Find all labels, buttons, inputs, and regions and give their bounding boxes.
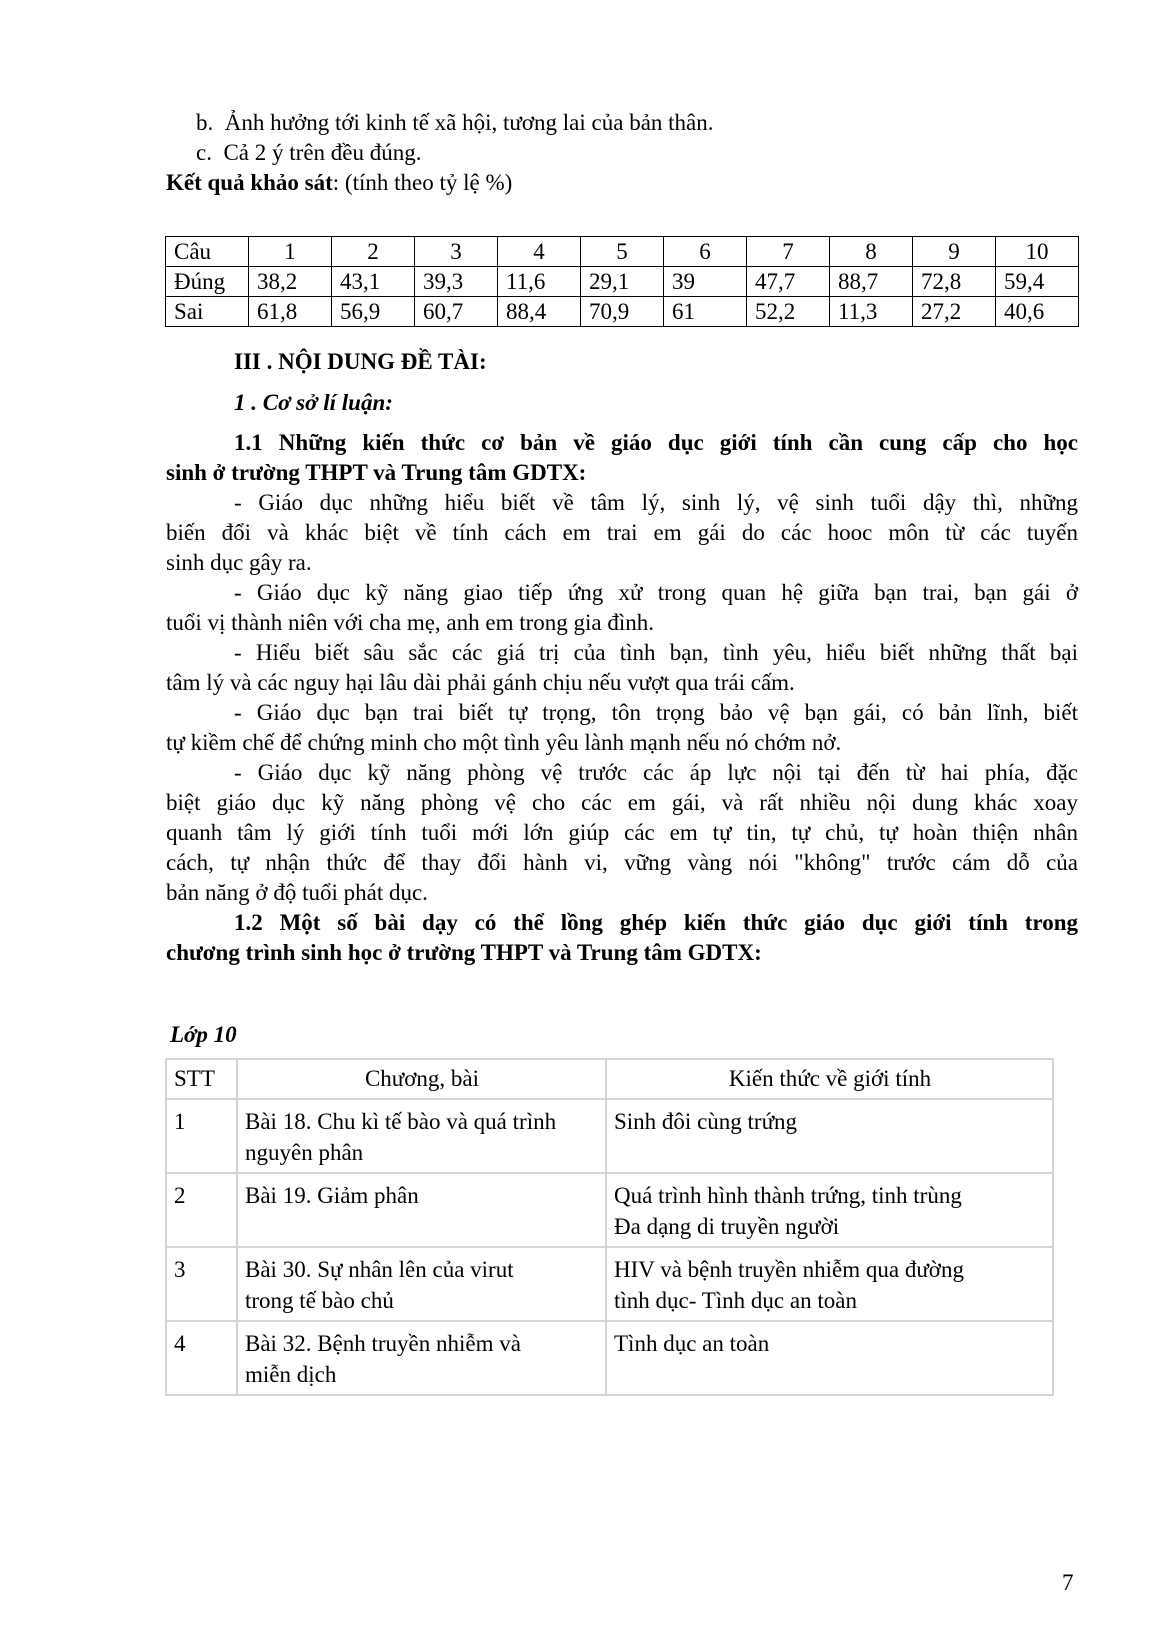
para-1-line: biến đổi và khác biệt về tính cách em trai em gái do các hooc môn từ các tuyến <box>166 520 1078 545</box>
survey-cell: 47,7 <box>747 267 830 297</box>
survey-cell: 40,6 <box>996 297 1079 327</box>
survey-header-cell: 10 <box>996 237 1079 267</box>
s11-heading-line2: sinh ở trường THPT và Trung tâm GDTX: <box>166 460 587 485</box>
lesson-name-line: Bài 30. Sự nhân lên của virut <box>245 1257 514 1282</box>
class-label: Lớp 10 <box>170 1022 237 1047</box>
lesson-name-line: Bài 32. Bệnh truyền nhiễm và <box>245 1331 521 1356</box>
survey-cell: 61 <box>664 297 747 327</box>
lesson-name <box>237 1247 606 1321</box>
survey-cell: 27,2 <box>913 297 996 327</box>
survey-header-cell: 3 <box>415 237 498 267</box>
survey-row-correct <box>166 267 1079 297</box>
lesson-knowledge-line: HIV và bệnh truyền nhiễm qua đường <box>614 1257 964 1282</box>
lesson-knowledge-line: Đa dạng di truyền người <box>614 1214 840 1239</box>
s12-heading-line1: 1.2 Một số bài dạy có thể lồng ghép kiến thức giáo dục giới tính trong <box>234 910 1078 935</box>
survey-caption <box>166 168 512 198</box>
survey-cell: 88,4 <box>498 297 581 327</box>
survey-cell: 52,2 <box>747 297 830 327</box>
survey-cell: Đúng <box>166 267 249 297</box>
survey-cell: 61,8 <box>249 297 332 327</box>
subsection-title: 1 . Cơ sở lí luận: <box>234 390 393 415</box>
table-row <box>166 1173 1053 1247</box>
option-b-marker: b. <box>196 110 214 135</box>
lesson-knowledge <box>606 1321 1053 1395</box>
survey-label: Kết quả khảo sát <box>166 170 333 195</box>
para-5-line: quanh tâm lý giới tính tuổi mới lớn giúp các em tự tin, tự chủ, tự hoàn thiện nhân <box>166 820 1078 845</box>
survey-header-cell: 4 <box>498 237 581 267</box>
lessons-header-lesson: Chương, bài <box>237 1059 606 1099</box>
survey-header-cell: Câu <box>166 237 249 267</box>
option-c-marker: c. <box>196 140 212 165</box>
survey-header-cell: 7 <box>747 237 830 267</box>
para-5-line: biệt giáo dục kỹ năng phòng vệ cho các em gái, và rất nhiều nội dung khác xoay <box>166 790 1078 815</box>
table-row <box>166 1247 1053 1321</box>
survey-table <box>165 236 1079 327</box>
table-row <box>166 1099 1053 1173</box>
lesson-stt: 1 <box>166 1099 237 1173</box>
survey-cell: 60,7 <box>415 297 498 327</box>
lesson-knowledge-line: tình dục- Tình dục an toàn <box>614 1288 857 1313</box>
lesson-stt: 3 <box>166 1247 237 1321</box>
para-4-line: tự kiềm chế để chứng minh cho một tình yêu lành mạnh nếu nó chớm nở. <box>166 730 842 755</box>
survey-header-cell: 9 <box>913 237 996 267</box>
para-5-line: bản năng ở độ tuổi phát dục. <box>166 880 428 905</box>
lesson-name-line: trong tế bào chủ <box>245 1288 394 1313</box>
para-3-line: - Hiểu biết sâu sắc các giá trị của tình bạn, tình yêu, hiểu biết những thất bại <box>234 640 1078 665</box>
survey-row-wrong <box>166 297 1079 327</box>
survey-cell: Sai <box>166 297 249 327</box>
page-number: 7 <box>1062 1570 1074 1595</box>
para-2-line: tuổi vị thành niên với cha mẹ, anh em trong gia đình. <box>166 610 655 635</box>
lessons-header-row <box>166 1059 1053 1099</box>
lesson-name <box>237 1321 606 1395</box>
survey-note: : (tính theo tỷ lệ %) <box>332 170 513 195</box>
survey-cell: 43,1 <box>332 267 415 297</box>
option-b <box>196 108 714 138</box>
survey-header-cell: 8 <box>830 237 913 267</box>
lesson-stt: 2 <box>166 1173 237 1247</box>
survey-cell: 39,3 <box>415 267 498 297</box>
survey-cell: 59,4 <box>996 267 1079 297</box>
option-c <box>196 138 421 168</box>
survey-cell: 70,9 <box>581 297 664 327</box>
option-b-text: Ảnh hưởng tới kinh tế xã hội, tương lai của bản thân. <box>224 110 714 135</box>
section-title: III . NỘI DUNG ĐỀ TÀI: <box>234 349 487 374</box>
lesson-name-line: Bài 18. Chu kì tế bào và quá trình <box>245 1109 557 1134</box>
survey-header-cell: 5 <box>581 237 664 267</box>
s12-heading-line2: chương trình sinh học ở trường THPT và Trung tâm GDTX: <box>166 940 762 965</box>
lesson-knowledge-line: Tình dục an toàn <box>614 1331 770 1356</box>
lesson-name <box>237 1173 606 1247</box>
survey-cell: 11,6 <box>498 267 581 297</box>
para-1-line: sinh dục gây ra. <box>166 550 312 575</box>
survey-cell: 56,9 <box>332 297 415 327</box>
s11-heading-line1: 1.1 Những kiến thức cơ bản về giáo dục giới tính cần cung cấp cho học <box>234 430 1078 455</box>
para-4-line: - Giáo dục bạn trai biết tự trọng, tôn trọng bảo vệ bạn gái, có bản lĩnh, biết <box>234 700 1078 725</box>
survey-cell: 11,3 <box>830 297 913 327</box>
lessons-header-stt: STT <box>166 1059 237 1099</box>
lesson-knowledge-line: Quá trình hình thành trứng, tinh trùng <box>614 1183 962 1208</box>
lesson-name <box>237 1099 606 1173</box>
survey-cell: 38,2 <box>249 267 332 297</box>
lesson-knowledge <box>606 1099 1053 1173</box>
lesson-knowledge-line: Sinh đôi cùng trứng <box>614 1109 798 1134</box>
lesson-name-line: Bài 19. Giảm phân <box>245 1183 419 1208</box>
lesson-knowledge <box>606 1247 1053 1321</box>
para-3-line: tâm lý và các nguy hại lâu dài phải gánh chịu nếu vượt qua trái cấm. <box>166 670 795 695</box>
para-5-line: cách, tự nhận thức để thay đổi hành vi, vững vàng nói "không" trước cám dỗ của <box>166 850 1078 875</box>
para-2-line: - Giáo dục kỹ năng giao tiếp ứng xử trong quan hệ giữa bạn trai, bạn gái ở <box>234 580 1078 605</box>
lessons-table <box>165 1058 1054 1396</box>
survey-cell: 72,8 <box>913 267 996 297</box>
lesson-name-line: nguyên phân <box>245 1140 364 1165</box>
para-5-line: - Giáo dục kỹ năng phòng vệ trước các áp lực nội tại đến từ hai phía, đặc <box>234 760 1078 785</box>
survey-header-cell: 6 <box>664 237 747 267</box>
survey-header-cell: 1 <box>249 237 332 267</box>
survey-cell: 39 <box>664 267 747 297</box>
lesson-stt: 4 <box>166 1321 237 1395</box>
lesson-name-line: miễn dịch <box>245 1362 337 1387</box>
survey-cell: 88,7 <box>830 267 913 297</box>
survey-cell: 29,1 <box>581 267 664 297</box>
survey-header-row <box>166 237 1079 267</box>
option-c-text: Cả 2 ý trên đều đúng. <box>223 140 422 165</box>
survey-header-cell: 2 <box>332 237 415 267</box>
table-row <box>166 1321 1053 1395</box>
para-1-line: - Giáo dục những hiểu biết về tâm lý, sinh lý, vệ sinh tuổi dậy thì, những <box>234 490 1078 515</box>
lessons-header-knowledge: Kiến thức về giới tính <box>606 1059 1053 1099</box>
lesson-knowledge <box>606 1173 1053 1247</box>
